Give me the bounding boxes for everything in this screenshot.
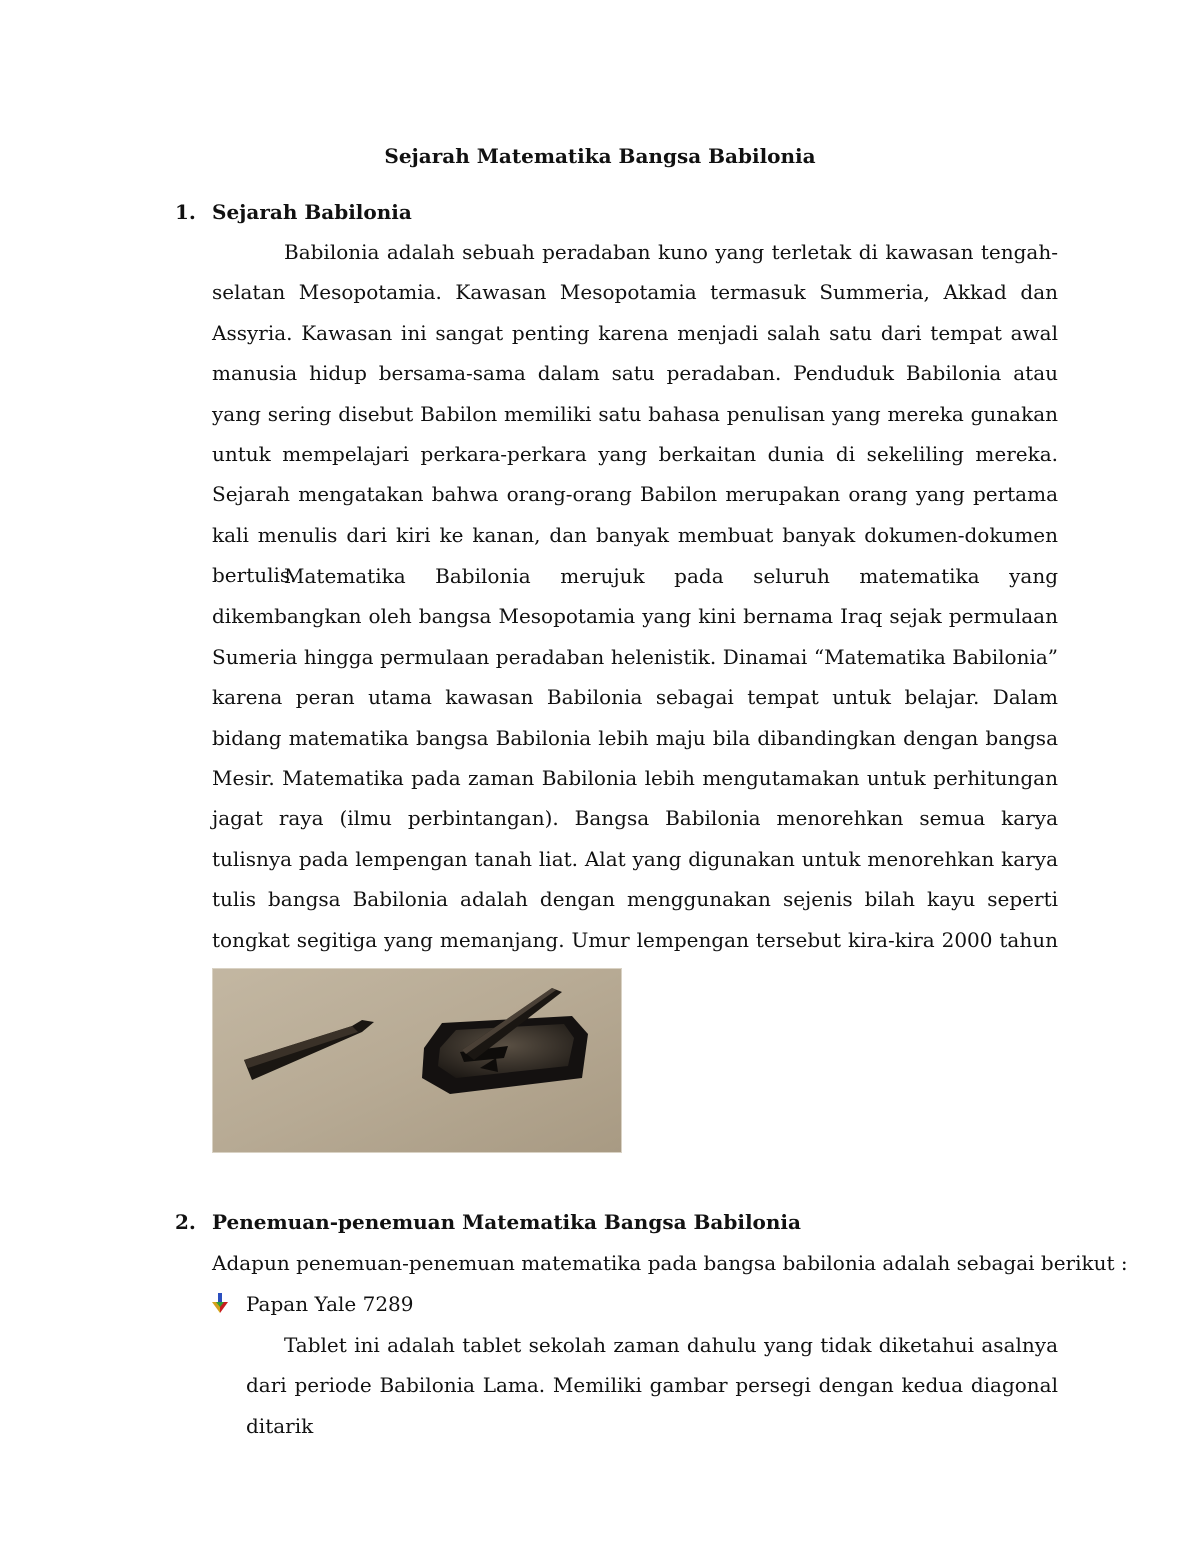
section-2-number: 2. xyxy=(175,1210,196,1234)
bullet-item-label: Papan Yale 7289 xyxy=(246,1292,414,1316)
section-1-paragraph-2-text: Matematika Babilonia merujuk pada seluruh matematika yang dikembangkan oleh bangsa Mesopotamia yang kini bernama Iraq sejak permulaan Sumeria hingga permulaan peradaban helenistik. Dinamai “Matematika Babilonia” karena peran utama kawasan Babilonia sebagai tempat untuk belajar. Dalam bidang matematika bangsa Babilonia lebih maju bila dibandingkan dengan bangsa Mesir. Matematika pada zaman Babilonia lebih mengutamakan untuk perhitungan jagat raya (ilmu perbintangan). Bangsa Babilonia menorehkan semua karya tulisnya pada lempengan tanah liat. Alat yang digunakan untuk menorehkan karya tulis bangsa Babilonia adalah dengan menggunakan sejenis bilah kayu seperti tongkat segitiga yang memanjang. Umur lempengan tersebut kira-kira 2000 tahun xyxy=(212,564,1058,952)
section-1-number: 1. xyxy=(175,200,196,224)
document-title: Sejarah Matematika Bangsa Babilonia xyxy=(384,144,816,168)
section-1-heading-text: Sejarah Babilonia xyxy=(212,200,412,224)
section-1-heading xyxy=(175,196,412,228)
section-2-intro: Adapun penemuan-penemuan matematika pada bangsa babilonia adalah sebagai berikut : xyxy=(212,1251,1128,1275)
section-2-bullet-paragraph xyxy=(246,1325,1058,1446)
section-2-bullet-paragraph-text: Tablet ini adalah tablet sekolah zaman dahulu yang tidak diketahui asalnya dari periode Babilonia Lama. Memiliki gambar persegi dengan kedua diagonal ditarik xyxy=(246,1333,1058,1438)
section-2-heading-text: Penemuan-penemuan Matematika Bangsa Babilonia xyxy=(212,1210,801,1234)
section-1-paragraph-2 xyxy=(212,556,1058,1000)
stylus-and-clay-tablet-photo xyxy=(212,968,622,1153)
section-2-heading xyxy=(175,1206,801,1238)
section-1-paragraph-1-text: Babilonia adalah sebuah peradaban kuno yang terletak di kawasan tengah-selatan Mesopotamia. Kawasan Mesopotamia termasuk Summeria, Akkad dan Assyria. Kawasan ini sangat penting karena menjadi salah satu dari tempat awal manusia hidup bersama-sama dalam satu peradaban. Penduduk Babilonia atau yang sering disebut Babilon memiliki satu bahasa penulisan yang mereka gunakan untuk mempelajari perkara-perkara yang berkaitan dunia di sekeliling mereka. Sejarah mengatakan bahwa orang-orang Babilon merupakan orang yang pertama kali menulis dari kiri ke kanan, dan banyak membuat banyak dokumen-dokumen bertulis. xyxy=(212,240,1058,588)
four-color-arrow-bullet-icon xyxy=(212,1290,246,1322)
section-1-paragraph-1 xyxy=(212,232,1058,596)
bullet-item-papan-yale xyxy=(212,1288,414,1322)
